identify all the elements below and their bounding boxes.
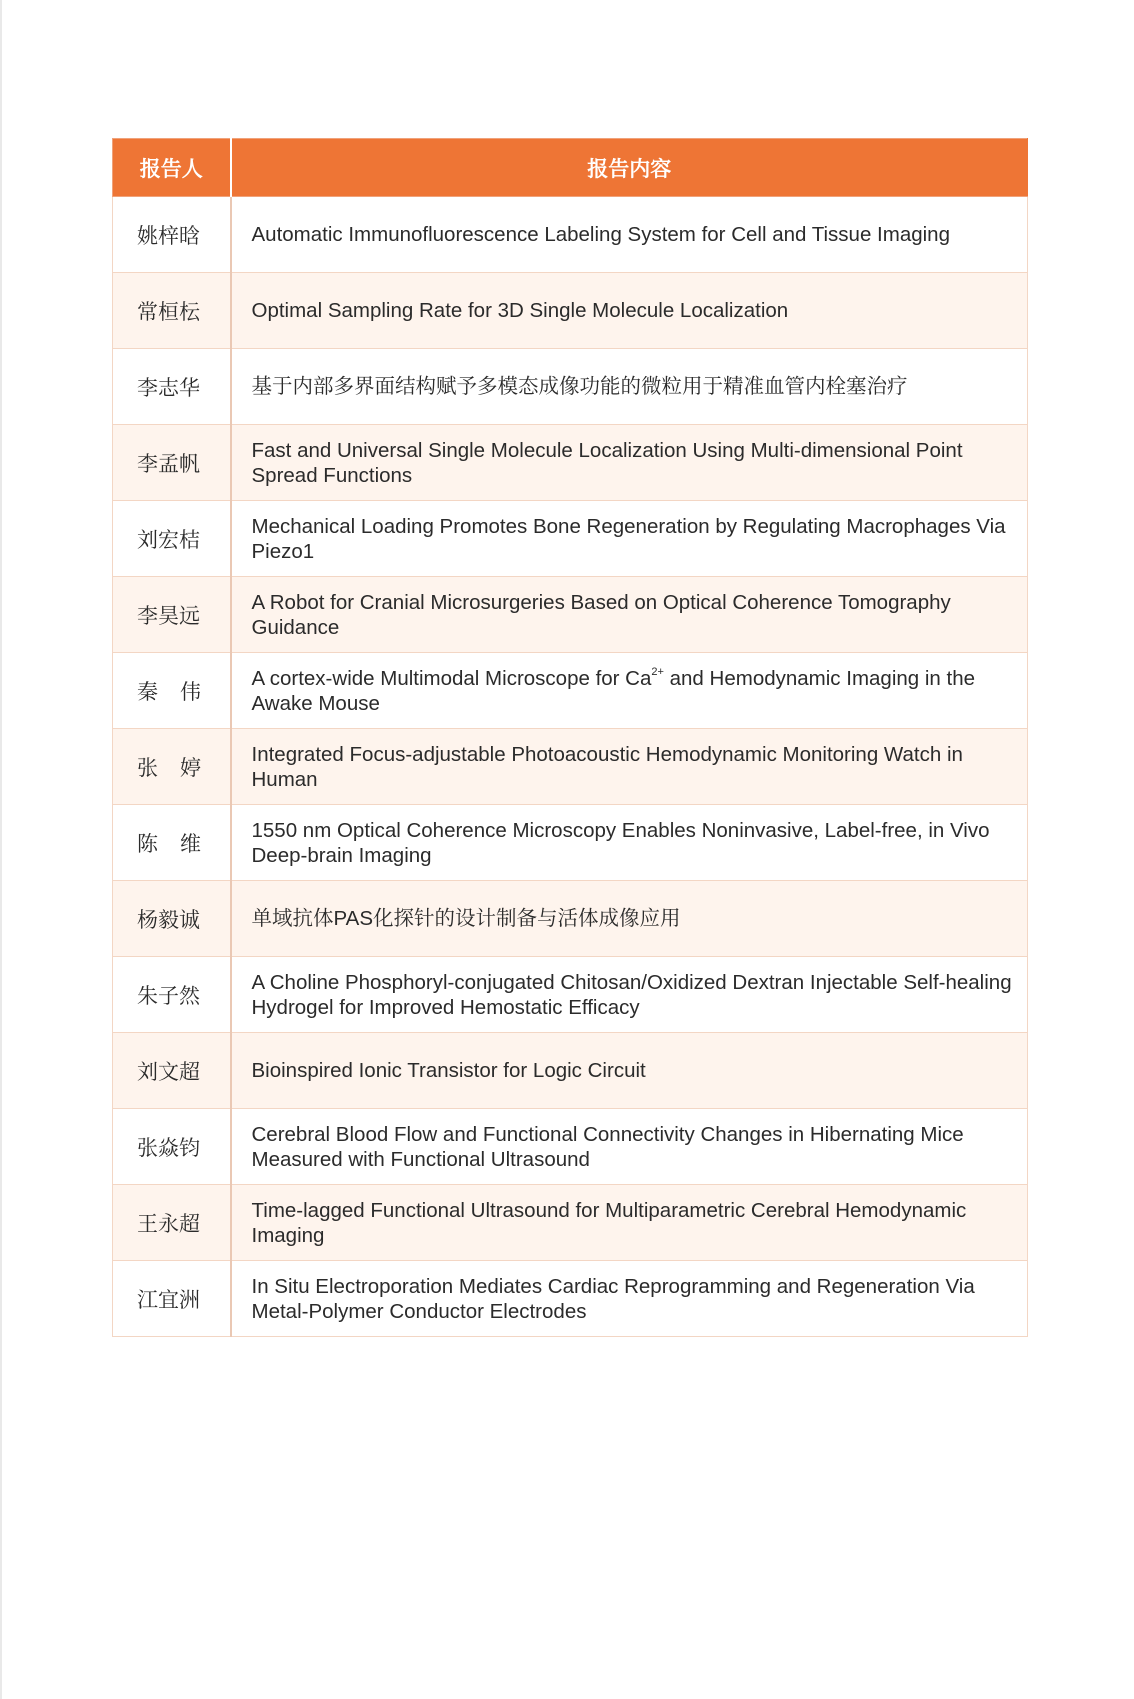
report-topic: A Choline Phosphoryl-conjugated Chitosan/Oxidized Dextran Injectable Self-healing Hydrogel for Improved Hemostatic Efficacy (231, 957, 1028, 1033)
presenter-name: 张焱钧 (113, 1109, 231, 1185)
table-row (113, 805, 1028, 881)
table-row (113, 197, 1028, 273)
report-topic: Mechanical Loading Promotes Bone Regeneration by Regulating Macrophages Via Piezo1 (231, 501, 1028, 577)
report-topic: Optimal Sampling Rate for 3D Single Molecule Localization (231, 273, 1028, 349)
report-topic: 单域抗体PAS化探针的设计制备与活体成像应用 (231, 881, 1028, 957)
presenter-name: 刘宏桔 (113, 501, 231, 577)
table-row (113, 349, 1028, 425)
header-presenter: 报告人 (113, 139, 231, 197)
report-topic: Integrated Focus-adjustable Photoacoustic Hemodynamic Monitoring Watch in Human (231, 729, 1028, 805)
report-topic: Cerebral Blood Flow and Functional Connectivity Changes in Hibernating Mice Measured with Functional Ultrasound (231, 1109, 1028, 1185)
presenter-name (113, 805, 231, 881)
report-topic: Time-lagged Functional Ultrasound for Multiparametric Cerebral Hemodynamic Imaging (231, 1185, 1028, 1261)
presenter-name (113, 653, 231, 729)
table-row (113, 1033, 1028, 1109)
report-topic: Fast and Universal Single Molecule Localization Using Multi-dimensional Point Spread Functions (231, 425, 1028, 501)
topic-text-before: A cortex-wide Multimodal Microscope for Ca (251, 666, 652, 690)
table-row (113, 425, 1028, 501)
presenter-name (113, 729, 231, 805)
presenter-name: 刘文超 (113, 1033, 231, 1109)
table-row (113, 501, 1028, 577)
presenter-name: 江宜洲 (113, 1261, 231, 1337)
table-row (113, 957, 1028, 1033)
table-row (113, 1185, 1028, 1261)
presenter-schedule-table (112, 138, 1028, 1337)
report-topic: Automatic Immunofluorescence Labeling System for Cell and Tissue Imaging (231, 197, 1028, 273)
table-row (113, 1261, 1028, 1337)
table-row (113, 577, 1028, 653)
report-topic: 1550 nm Optical Coherence Microscopy Enables Noninvasive, Label-free, in Vivo Deep-brain Imaging (231, 805, 1028, 881)
presenter-name: 李志华 (113, 349, 231, 425)
presenter-name: 杨毅诚 (113, 881, 231, 957)
report-topic: 基于内部多界面结构赋予多模态成像功能的微粒用于精准血管内栓塞治疗 (231, 349, 1028, 425)
page-edge (0, 0, 2, 1699)
table-header-row (113, 139, 1028, 197)
report-topic (231, 653, 1028, 729)
table-row (113, 1109, 1028, 1185)
topic-text-after: and Hemodynamic Imaging in the Awake Mouse (251, 666, 976, 715)
report-topic: In Situ Electroporation Mediates Cardiac Reprogramming and Regeneration Via Metal-Polymer Conductor Electrodes (231, 1261, 1028, 1337)
table-row (113, 881, 1028, 957)
presenter-name: 常桓枟 (113, 273, 231, 349)
header-content: 报告内容 (231, 139, 1028, 197)
table-row (113, 273, 1028, 349)
table-row (113, 729, 1028, 805)
presenter-name: 李孟帆 (113, 425, 231, 501)
presenter-name: 朱子然 (113, 957, 231, 1033)
presenter-name: 姚梓晗 (113, 197, 231, 273)
report-topic: Bioinspired Ionic Transistor for Logic Circuit (231, 1033, 1028, 1109)
presenter-name-text: 张婷 (137, 756, 223, 780)
topic-superscript: 2+ (651, 665, 664, 678)
presenter-name: 王永超 (113, 1185, 231, 1261)
presenter-name-text: 陈维 (137, 832, 223, 856)
presenter-name: 李昊远 (113, 577, 231, 653)
table-row (113, 653, 1028, 729)
presenter-name-text: 秦伟 (137, 680, 223, 704)
report-topic: A Robot for Cranial Microsurgeries Based on Optical Coherence Tomography Guidance (231, 577, 1028, 653)
